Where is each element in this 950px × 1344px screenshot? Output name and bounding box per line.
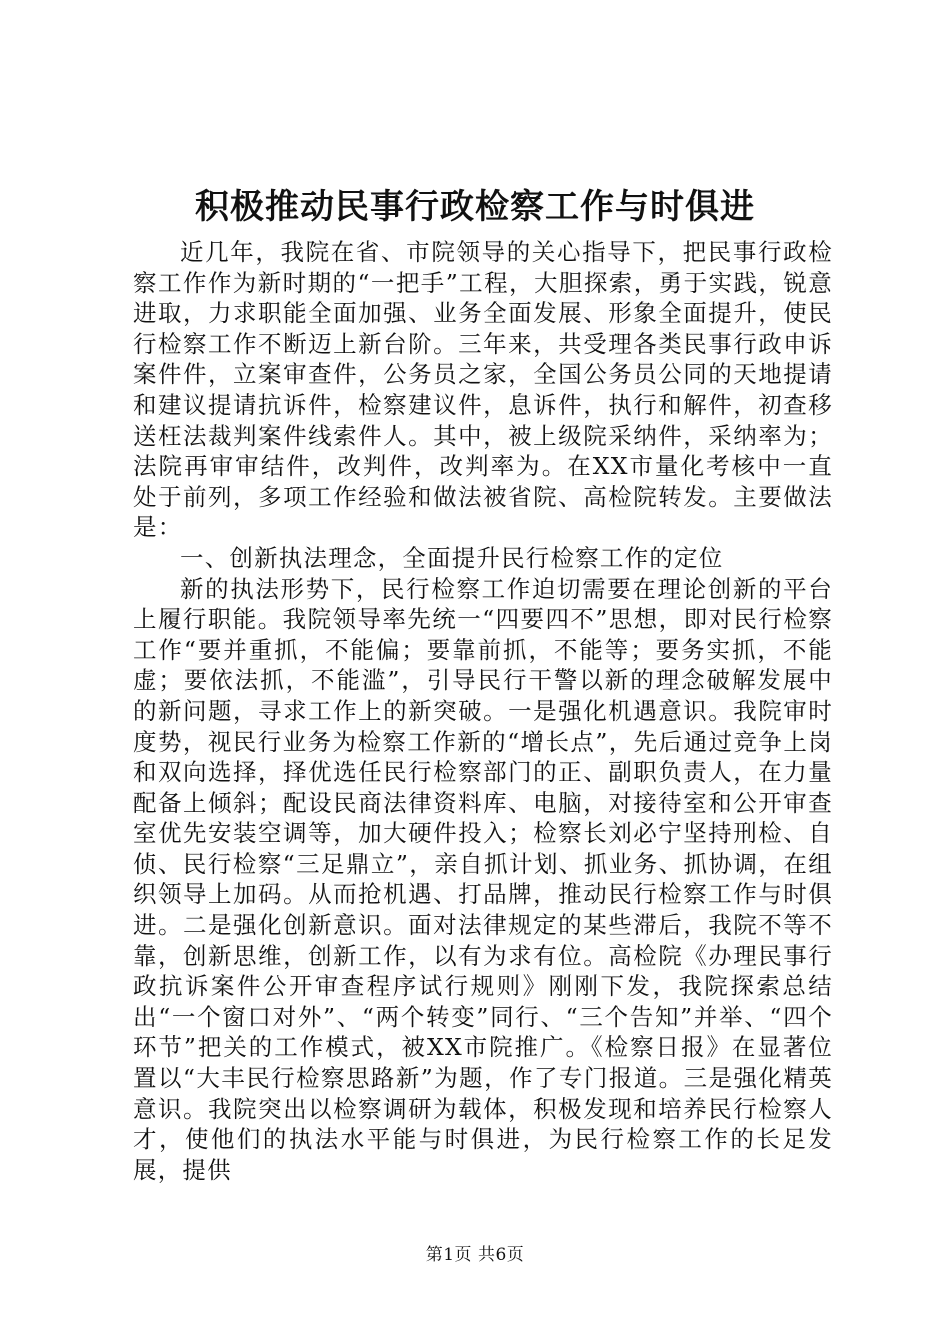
page-number-footer: 第1页 共6页 bbox=[425, 1245, 525, 1265]
section-heading: 一、创新执法理念，全面提升民行检察工作的定位 bbox=[180, 543, 724, 572]
body-paragraph: 新的执法形势下，民行检察工作迫切需要在理论创新的平台上履行职能。我院领导率先统一“四要四不”思想，即对民行检察工作“要并重抓，不能偏；要靠前抓，不能等；要务实抓，不能虚；要依法抓，不能滥”，引导民行干警以新的理念破解发展中的新问题，寻求工作上的新突破。一是强化机遇意识。我院审时度势，视民行业务为检察工作新的“增长点”，先后通过竞争上岗和双向选择，择优选任民行检察部门的正、副职负责人，在力量配备上倾斜；配设民商法律资料库、电脑，对接待室和公开审查室优先安装空调等，加大硬件投入；检察长刘必宁坚持刑检、自侦、民行检察“三足鼎立”，亲自抓计划、抓业务、抓协调，在组织领导上加码。从而抢机遇、打品牌，推动民行检察工作与时俱进。二是强化创新意识。面对法律规定的某些滞后，我院不等不靠，创新思维，创新工作，以有为求有位。高检院《办理民事行政抗诉案件公开审查程序试行规则》刚刚下发，我院探索总结出“一个窗口对外”、“两个转变”同行、“三个告知”并举、“四个环节”把关的工作模式，被XX市院推广。《检察日报》在显著位置以“大丰民行检察思路新”为题，作了专门报道。三是强化精英意识。我院突出以检察调研为载体，积极发现和培养民行检察人才，使他们的执法水平能与时俱进，为民行检察工作的长足发展，提供 bbox=[133, 574, 833, 1184]
document-title: 积极推动民事行政检察工作与时俱进 bbox=[195, 187, 755, 227]
intro-paragraph: 近几年，我院在省、市院领导的关心指导下，把民事行政检察工作作为新时期的“一把手”工程，大胆探索，勇于实践，锐意进取，力求职能全面加强、业务全面发展、形象全面提升，使民行检察工作不断迈上新台阶。三年来，共受理各类民事行政申诉案件件，立案审查件，公务员之家，全国公务员公同的天地提请和建议提请抗诉件，检察建议件，息诉件，执行和解件，初查移送枉法裁判案件线索件人。其中，被上级院采纳件，采纳率为；法院再审审结件，改判件，改判率为。在XX市量化考核中一直处于前列，多项工作经验和做法被省院、高检院转发。主要做法是： bbox=[133, 238, 833, 542]
document-body bbox=[133, 237, 833, 1185]
